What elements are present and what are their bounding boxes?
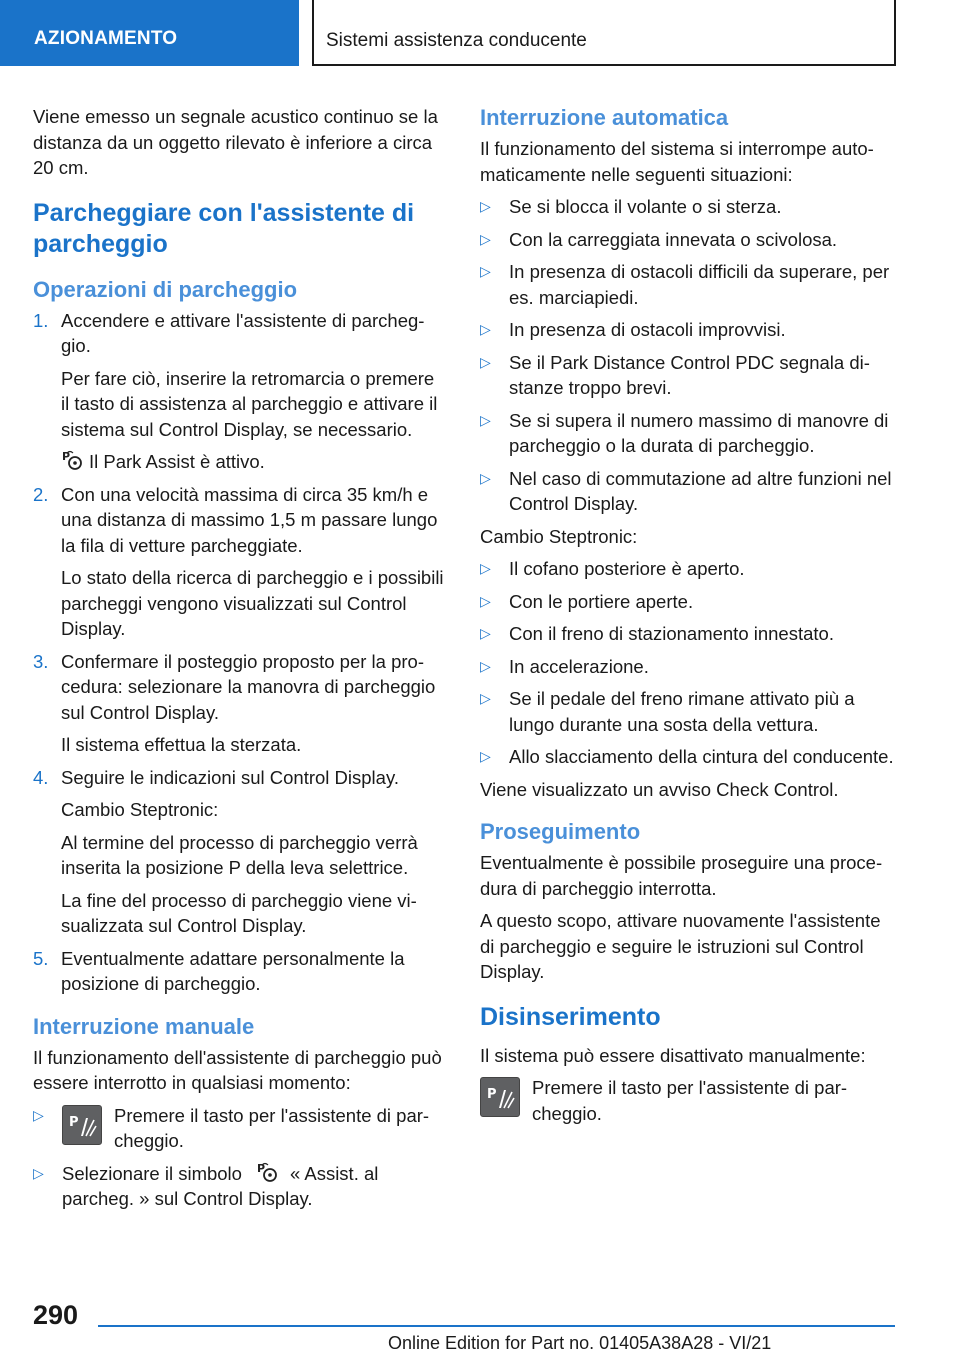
heading-parking-operations: Operazioni di parcheggio [33,276,298,302]
manual-intro: Il funzionamento dell'assistente di parcheggio può essere interrotto in qualsiasi momento: [33,1046,442,1093]
triangle-right-outline-icon: ▷ [480,560,491,576]
edition-text: Online Edition for Part no. 01405A38A28 - VI/21 [388,1333,772,1353]
auto-intro: Il funzionamento del sistema si interrompe automaticamente nelle seguenti situazioni: [480,138,874,185]
continuation-text: A questo scopo, attivare nuovamente l'assistente di parcheggio e seguire le istruzioni sul Control Display. [480,910,881,982]
chapter-tab [312,0,896,66]
triangle-right-outline-icon: ▷ [480,411,491,428]
check-control-text: Viene visualizzato un avviso Check Control. [480,778,839,800]
list-item [480,317,898,343]
left-column [33,104,447,1219]
deactivation-instruction-text: Premere il tasto per l'assistente di parcheggio. [532,1077,848,1124]
triangle-right-outline-icon: ▷ [33,1164,44,1181]
list-item [480,744,898,770]
right-column [480,104,898,1133]
list-item-text: Con il freno di stazionamento innestato. [509,623,834,644]
list-item [480,350,898,401]
list-item [33,1161,447,1212]
list-item-text: Con le portiere aperte. [509,590,694,612]
step-text: Cambio Steptronic: [61,799,219,820]
step-text: Seguire le indicazioni sul Control Display. [61,766,399,788]
list-item [480,589,898,615]
section-tab [0,0,299,66]
step-text: Confermare il posteggio proposto per la procedura: selezionare la manovra di parcheggio sul Control Display. [61,650,436,723]
footer-divider [98,1325,895,1327]
list-item-text: Nel caso di commutazione ad altre funzioni nel Control Display. [509,467,892,514]
list-item-text: In presenza di ostacoli difficili da superare, per es. marciapiedi. [509,261,890,308]
list-item-text: In accelerazione. [509,655,649,677]
step-1 [33,308,447,475]
list-item [33,1103,447,1154]
list-item [480,466,898,517]
step-number: 5. [33,947,49,969]
deactivation-intro: Il sistema può essere disattivato manualmente: [480,1044,866,1066]
step-text: Lo stato della ricerca di parcheggio e i possibili parcheggi vengono visualizzati sul Control Display. [61,567,444,639]
triangle-right-outline-icon: ▷ [33,1106,44,1123]
park-assist-button-icon [480,1077,520,1117]
list-item-text: Con la carreggiata innevata o scivolosa. [509,228,838,250]
triangle-right-outline-icon: ▷ [480,625,491,641]
park-assist-button-icon [62,1105,102,1145]
triangle-right-outline-icon: ▷ [480,198,491,214]
list-item-text: In presenza di ostacoli improvvisi. [509,319,786,340]
step-3 [33,649,447,758]
svg-text:P: P [62,450,71,463]
triangle-right-outline-icon: ▷ [480,748,491,764]
heading-continuation: Proseguimento [480,819,641,844]
section-title: AZIONAMENTO [34,28,178,49]
svg-text:P: P [256,1161,266,1175]
step-number: 4. [33,766,49,788]
list-item-text: Se si blocca il volante o si sterza. [509,196,782,217]
step-number: 1. [33,309,49,331]
triangle-right-outline-icon: ▷ [480,469,491,486]
step-4 [33,765,447,939]
list-item [480,408,898,459]
list-item [480,621,898,647]
step-text: Accendere e attivare l'assistente di parcheggio. [61,309,425,356]
step-number: 3. [33,650,49,672]
park-assist-active-text: Il Park Assist è attivo. [89,451,265,472]
step-text: Con una velocità massima di circa 35 km/h e una distanza di massimo 1,5 m passare lungo la fila di vetture parcheggiate. [61,483,438,556]
step-text: La fine del processo di parcheggio viene visualizzata sul Control Display. [61,889,417,936]
step-text: Al termine del processo di parcheggio verrà inserita la posizione P della leva selettrice. [61,831,418,878]
list-item-text: Allo slacciamento della cintura del conducente. [509,746,894,767]
list-item-text: « Assist. al parcheg. » sul Control Display. [62,1162,379,1209]
list-item [480,194,898,220]
list-item-text: Se si supera il numero massimo di manovre di parcheggio o la durata di parcheggio. [509,409,889,456]
list-item-text: Il cofano posteriore è aperto. [509,558,745,579]
chapter-title: Sistemi assistenza conducente [326,30,587,51]
intro-paragraph: Viene emesso un segnale acustico continuo se la distanza da un oggetto rilevato è inferiore a circa 20 cm. [33,106,438,178]
deactivation-instruction [480,1075,898,1126]
step-2 [33,482,447,642]
step-text: Il sistema effettua la sterzata. [61,734,302,755]
continuation-text: Eventualmente è possibile proseguire una procedura di parcheggio interrotta. [480,852,883,899]
heading-manual-interruption: Interruzione manuale [33,1013,255,1039]
steptronic-label: Cambio Steptronic: [480,525,638,547]
list-item-text: Se il Park Distance Control PDC segnala distanze troppo brevi. [509,351,870,398]
triangle-right-outline-icon: ▷ [480,353,491,370]
triangle-right-outline-icon: ▷ [480,263,491,279]
step-text: Eventualmente adattare personalmente la posizione di parcheggio. [61,947,405,994]
triangle-right-outline-icon: ▷ [480,592,491,609]
triangle-right-outline-icon: ▷ [480,321,491,337]
park-assist-steering-icon [61,449,83,471]
list-item-text: Selezionare il simbolo [62,1162,242,1184]
triangle-right-outline-icon: ▷ [480,230,491,247]
list-item [480,556,898,582]
heading-park-assist: Parcheggiare con l'assistente di parcheggio [33,198,415,258]
heading-automatic-interruption: Interruzione automatica [480,105,729,130]
page-number: 290 [33,1300,79,1330]
step-5 [33,946,447,997]
park-assist-steering-icon [256,1161,278,1183]
list-item-text: Se il pedale del freno rimane attivato più a lungo durante una sosta della vettura. [509,688,855,735]
list-item-text: Premere il tasto per l'assistente di parcheggio. [114,1104,430,1151]
step-number: 2. [33,483,49,505]
list-item [480,227,898,253]
heading-deactivation: Disinserimento [480,1002,661,1031]
list-item [480,654,898,680]
svg-text:P: P [69,1114,79,1130]
triangle-right-outline-icon: ▷ [480,690,491,706]
list-item [480,259,898,310]
list-item [480,686,898,737]
step-text: Per fare ciò, inserire la retromarcia o premere il tasto di assistenza al parcheggio e attivare il sistema sul Control Display, se necessario. [61,367,438,440]
step-status [61,449,447,475]
svg-text:P: P [487,1087,497,1102]
triangle-right-outline-icon: ▷ [480,657,491,674]
